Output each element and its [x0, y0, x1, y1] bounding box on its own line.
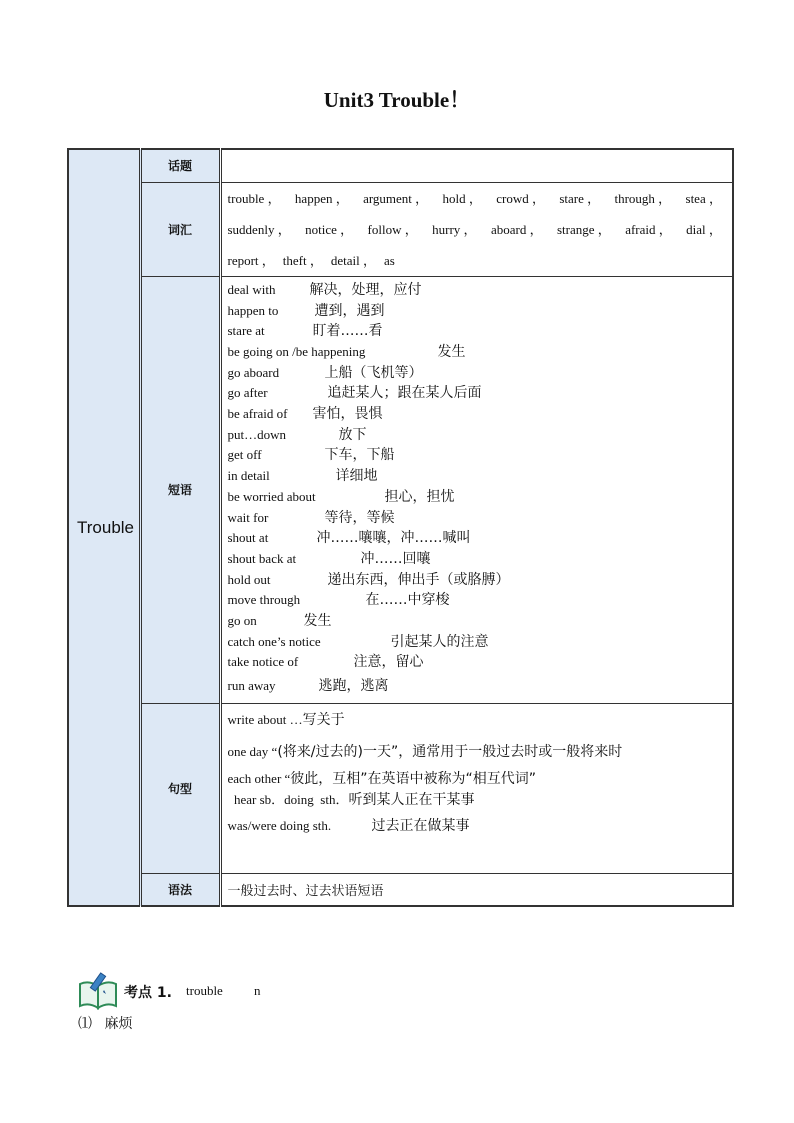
phrase-zh: 递出东西，伸出手（或胳膊） [327, 571, 510, 588]
row-label-phrases: 短语 [140, 276, 220, 703]
vocab-word: hold ， [442, 190, 482, 206]
phrase-zh: 解决，处理，应付 [309, 281, 422, 298]
vocab-word: hurry ， [432, 221, 477, 237]
phrase-item [228, 487, 733, 508]
vocab-word: through ， [614, 190, 672, 206]
phrase-en: be going on /be happening [227, 344, 366, 360]
phrase-item [228, 404, 733, 425]
phrase-zh: 引起某人的注意 [390, 633, 489, 650]
grammar-content: 一般过去时、过去状语短语 [220, 873, 733, 906]
side-label-text: Trouble [77, 517, 135, 537]
phrase-zh: 盯着……看 [312, 323, 383, 340]
vocab-line-2 [228, 214, 733, 245]
vocab-line-3 [228, 245, 733, 276]
vocab-word: detail ， [330, 252, 377, 268]
phrase-en: get off [227, 447, 262, 463]
phrase-en: shout back at [227, 550, 297, 566]
table-row-sentences [68, 703, 733, 873]
vocab-word: as [384, 252, 395, 268]
sentence-en: one day “ [227, 743, 278, 759]
phrase-item [228, 673, 733, 699]
phrase-en: stare at [227, 323, 265, 339]
vocab-word: theft ， [282, 252, 323, 268]
table-row-topic [68, 149, 733, 182]
phrase-en: be worried about [227, 488, 316, 504]
sentence-item [228, 789, 733, 815]
phrase-en: in detail [227, 468, 270, 484]
phrase-en: catch one’s notice [227, 633, 321, 649]
key-point-pos: n [254, 983, 261, 998]
sentence-zh: 写关于 [302, 711, 345, 728]
phrases-content [220, 276, 733, 703]
row-label-vocab: 词汇 [140, 182, 220, 276]
sentence-en: each other “ [227, 770, 291, 786]
sentence-zh: 听到某人正在干某事 [348, 791, 475, 808]
vocab-content [220, 182, 733, 276]
sentence-item [228, 712, 733, 742]
phrase-en: run away [227, 678, 276, 694]
phrase-item [228, 321, 733, 342]
vocab-word: dial ， [686, 221, 722, 237]
phrase-zh: 冲……嚷嚷，冲……喊叫 [316, 530, 471, 547]
phrase-zh: 等待，等候 [324, 509, 395, 526]
phrase-item [228, 590, 733, 611]
key-point-label: 考点 1. [124, 985, 172, 1001]
key-point-word: trouble [186, 983, 223, 998]
phrase-zh: 追赶某人；跟在某人后面 [327, 385, 482, 402]
sentence-item [228, 815, 733, 836]
vocab-word: suddenly ， [227, 221, 291, 237]
phrase-en: shout at [227, 530, 269, 546]
phrase-zh: 发生 [303, 612, 332, 629]
row-label-grammar: 语法 [140, 873, 220, 906]
sentence-en: write about … [227, 711, 303, 727]
phrase-zh: 冲……回嚷 [360, 550, 431, 567]
row-label-topic: 话题 [140, 149, 220, 182]
phrase-zh: 遭到，遇到 [314, 302, 385, 319]
phrase-item [228, 652, 733, 673]
vocab-word: happen ， [294, 190, 349, 206]
phrase-item [228, 445, 733, 466]
phrase-item [228, 508, 733, 529]
sentence-zh: (将来/过去的)一天”，通常用于一般过去时或一般将来时 [277, 743, 623, 760]
phrase-item [228, 466, 733, 487]
phrase-en: go aboard [227, 364, 280, 380]
sentence-item [228, 768, 733, 789]
phrase-item [228, 611, 733, 632]
vocab-line-1 [228, 183, 733, 214]
phrase-zh: 害怕，畏惧 [312, 406, 383, 423]
phrase-zh: 逃跑，逃离 [318, 678, 389, 695]
phrase-en: wait for [227, 509, 269, 525]
phrase-en: happen to [227, 302, 279, 318]
vocab-word: strange ， [557, 221, 611, 237]
table-row-phrases [68, 276, 733, 703]
page-title: Unit3 Trouble！ [323, 88, 471, 112]
vocab-word: follow ， [367, 221, 418, 237]
phrase-en: move through [227, 592, 301, 608]
phrase-item [228, 301, 733, 322]
meaning-text: 麻烦 [104, 1016, 133, 1032]
vocab-word: report ， [227, 252, 275, 268]
phrase-zh: 详细地 [335, 468, 378, 485]
phrase-en: hold out [227, 571, 271, 587]
vocab-word: afraid ， [625, 221, 672, 237]
phrase-item [228, 570, 733, 591]
phrase-en: go on [227, 612, 257, 628]
topic-content [220, 149, 733, 182]
table-row-grammar [68, 873, 733, 906]
phrase-zh: 放下 [338, 426, 367, 443]
unit-summary-table [67, 148, 734, 907]
sentence-zh: 彼此，互相”在英语中被称为“相互代词” [290, 770, 537, 787]
phrase-item [228, 528, 733, 549]
sentence-item [228, 742, 733, 768]
phrase-zh: 注意，留心 [353, 654, 424, 671]
phrase-item [228, 280, 733, 301]
phrase-en: be afraid of [227, 406, 288, 422]
phrase-item [228, 342, 733, 363]
vocab-word: stea ， [685, 190, 722, 206]
book-pencil-icon [78, 972, 118, 1010]
unit-side-label [68, 149, 140, 906]
vocab-word: aboard ， [490, 221, 543, 237]
sentences-content [220, 703, 733, 873]
phrase-item [228, 363, 733, 384]
phrase-en: take notice of [227, 654, 299, 670]
vocab-word: trouble ， [227, 190, 281, 206]
phrase-zh: 发生 [437, 344, 466, 361]
phrase-zh: 担心，担忧 [384, 488, 455, 505]
phrase-zh: 上船（飞机等） [324, 364, 423, 381]
meaning-number: ⑴ [78, 1016, 92, 1032]
vocab-word: notice ， [305, 221, 354, 237]
phrase-zh: 在……中穿梭 [365, 592, 450, 609]
phrase-zh: 下车，下船 [324, 447, 395, 464]
meaning-line [78, 1013, 132, 1033]
phrase-item [228, 549, 733, 570]
phrase-item [228, 632, 733, 653]
vocab-word: crowd ， [496, 190, 545, 206]
row-label-sentences: 句型 [140, 703, 220, 873]
vocab-word: argument ， [363, 190, 429, 206]
sentence-en: was/were doing sth. [227, 817, 332, 833]
phrase-en: go after [227, 385, 268, 401]
phrase-en: deal with [227, 281, 276, 297]
sentence-en: hear sb．doing sth． [227, 791, 349, 807]
vocab-word: stare ， [559, 190, 601, 206]
sentence-zh: 过去正在做某事 [371, 817, 470, 834]
phrase-item [228, 425, 733, 446]
phrase-en: put…down [227, 426, 286, 442]
table-row-vocab [68, 182, 733, 276]
phrase-item [228, 383, 733, 404]
